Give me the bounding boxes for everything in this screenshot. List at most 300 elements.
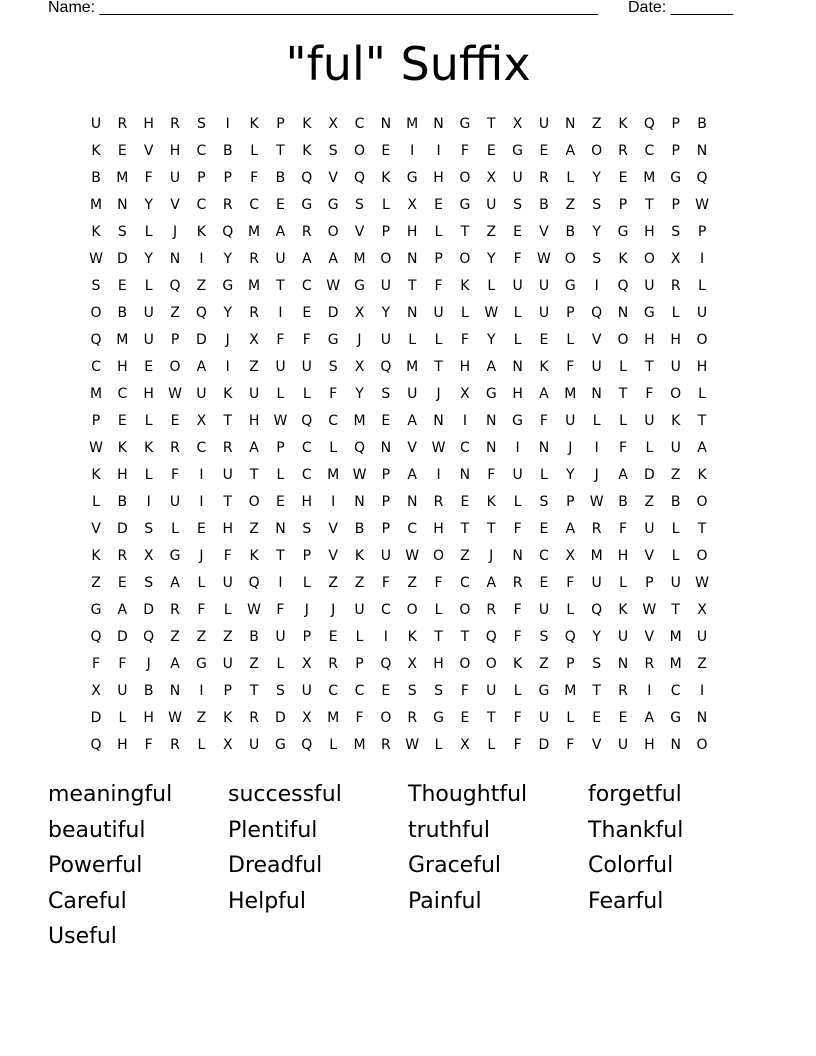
grid-letter: I (146, 494, 151, 510)
grid-letter: Z (170, 305, 180, 321)
grid-letter: R (117, 548, 128, 564)
word-bank-item: Graceful (408, 853, 502, 878)
grid-letter: Q (696, 170, 708, 186)
grid-letter: Y (223, 305, 233, 321)
grid-letter: A (697, 440, 707, 456)
grid-letter: C (380, 602, 391, 618)
grid-letter: G (512, 143, 524, 159)
grid-letter: C (301, 440, 312, 456)
grid-letter: O (459, 251, 471, 267)
grid-letter: Y (486, 332, 496, 348)
grid-letter: L (302, 386, 311, 402)
grid-letter: X (302, 710, 312, 726)
grid-letter: L (487, 737, 496, 753)
grid-letter: R (618, 683, 628, 699)
grid-letter: M (406, 116, 419, 132)
grid-letter: L (566, 170, 575, 186)
grid-letter: H (143, 116, 154, 132)
grid-letter: X (460, 386, 470, 402)
grid-letter: K (407, 629, 417, 645)
grid-letter: C (328, 413, 339, 429)
grid-letter: G (327, 197, 339, 213)
grid-letter: K (249, 116, 259, 132)
grid-letter: K (697, 467, 707, 483)
grid-letter: O (670, 386, 682, 402)
grid-letter: P (276, 116, 285, 132)
grid-letter: V (170, 197, 180, 213)
grid-letter: Z (222, 629, 233, 645)
grid-letter: R (170, 602, 180, 618)
grid-letter: E (328, 629, 338, 645)
grid-letter: Q (380, 359, 392, 375)
word-bank-item: meaningful (48, 782, 173, 807)
grid-letter: O (643, 251, 655, 267)
grid-letter: L (698, 278, 706, 294)
grid-letter: P (671, 143, 680, 159)
grid-letter: P (197, 170, 206, 186)
grid-letter: Z (460, 548, 470, 564)
grid-letter: U (538, 305, 550, 321)
grid-letter: U (591, 359, 602, 375)
grid-letter: K (117, 440, 127, 456)
grid-letter: C (196, 440, 207, 456)
grid-letter: F (91, 656, 101, 672)
grid-letter: K (249, 548, 259, 564)
grid-letter: S (117, 224, 127, 240)
grid-letter: L (355, 629, 364, 645)
grid-letter: J (594, 467, 599, 483)
grid-letter: S (592, 656, 602, 672)
grid-letter: V (328, 521, 338, 537)
grid-letter: O (380, 251, 392, 267)
grid-letter: U (143, 332, 154, 348)
grid-letter: M (89, 197, 103, 213)
grid-letter: P (91, 413, 101, 429)
grid-letter: P (566, 305, 575, 321)
grid-letter: Z (328, 575, 338, 591)
grid-letter: U (486, 683, 497, 699)
grid-letter: Q (301, 170, 313, 186)
grid-letter: G (617, 224, 629, 240)
grid-letter: B (117, 305, 128, 321)
grid-letter: P (170, 332, 180, 348)
grid-letter: L (540, 467, 548, 483)
grid-letter: G (301, 197, 313, 213)
grid-letter: F (460, 683, 469, 699)
grid-letter: L (197, 737, 206, 753)
grid-letter: W (642, 602, 657, 618)
grid-letter: O (696, 548, 708, 564)
grid-letter: W (89, 251, 103, 267)
grid-letter: V (328, 170, 338, 186)
grid-letter: R (644, 656, 655, 672)
grid-letter: P (434, 251, 443, 267)
grid-letter: L (171, 521, 179, 537)
grid-letter: U (644, 413, 655, 429)
grid-letter: T (276, 278, 285, 294)
grid-letter: W (168, 386, 182, 402)
grid-letter: N (433, 116, 444, 132)
grid-letter: N (117, 197, 128, 213)
grid-letter: Y (355, 386, 364, 402)
grid-letter: K (671, 413, 681, 429)
grid-letter: Q (143, 629, 155, 645)
grid-letter: T (460, 629, 470, 645)
grid-letter: A (486, 359, 497, 375)
grid-letter: K (354, 548, 365, 564)
grid-letter: T (645, 197, 654, 213)
grid-letter: D (275, 710, 286, 726)
grid-letter: U (248, 737, 260, 753)
grid-letter: Y (592, 224, 601, 240)
grid-letter: A (170, 575, 180, 591)
grid-letter: E (434, 197, 443, 213)
grid-letter: X (354, 359, 365, 375)
grid-letter: O (696, 737, 708, 753)
grid-letter: Z (407, 575, 417, 591)
grid-letter: Z (486, 224, 497, 240)
grid-letter: F (460, 143, 469, 159)
grid-letter: L (513, 332, 522, 348)
grid-letter: F (566, 575, 575, 591)
grid-letter: P (381, 494, 391, 510)
grid-letter: K (381, 170, 391, 186)
grid-letter: A (486, 575, 497, 591)
grid-letter: C (117, 386, 128, 402)
grid-letter: U (275, 629, 286, 645)
grid-letter: A (618, 467, 628, 483)
grid-letter: O (248, 494, 260, 510)
grid-letter: X (407, 197, 417, 213)
grid-letter: G (327, 332, 339, 348)
grid-letter: J (436, 386, 441, 402)
grid-letter: Y (486, 251, 496, 267)
grid-letter: F (513, 251, 522, 267)
grid-letter: N (538, 440, 550, 456)
grid-letter: X (486, 170, 497, 186)
grid-letter: T (645, 359, 654, 375)
grid-letter: K (91, 143, 101, 159)
grid-letter: L (329, 440, 338, 456)
grid-letter: U (591, 575, 602, 591)
grid-letter: U (380, 332, 391, 348)
grid-letter: I (410, 143, 415, 159)
grid-letter: U (617, 737, 629, 753)
grid-letter: U (433, 305, 444, 321)
grid-letter: X (143, 548, 154, 564)
grid-letter: U (248, 386, 260, 402)
grid-letter: O (591, 143, 603, 159)
grid-letter: Q (195, 305, 207, 321)
grid-letter: R (170, 116, 180, 132)
grid-letter: R (222, 197, 233, 213)
grid-letter: N (696, 143, 708, 159)
grid-letter: Z (591, 116, 602, 132)
grid-letter: S (302, 521, 312, 537)
grid-letter: Y (144, 197, 153, 213)
grid-letter: I (331, 494, 336, 510)
grid-letter: E (381, 143, 391, 159)
grid-letter: Z (249, 521, 259, 537)
grid-letter: I (515, 440, 520, 456)
grid-letter: Y (223, 251, 233, 267)
grid-letter: R (328, 656, 338, 672)
grid-letter: C (196, 143, 207, 159)
grid-letter: E (302, 305, 312, 321)
grid-letter: X (565, 548, 576, 564)
grid-letter: E (170, 413, 180, 429)
grid-letter: N (512, 548, 523, 564)
grid-letter: V (354, 224, 365, 240)
grid-letter: J (331, 602, 336, 618)
grid-letter: R (670, 278, 681, 294)
grid-letter: Q (353, 170, 366, 186)
grid-letter: G (275, 737, 286, 753)
grid-letter: R (222, 440, 233, 456)
grid-letter: I (647, 683, 652, 699)
grid-letter: R (170, 440, 180, 456)
grid-letter: U (169, 170, 181, 186)
grid-letter: E (276, 494, 285, 510)
grid-letter: L (592, 413, 601, 429)
grid-letter: H (117, 359, 128, 375)
grid-letter: Q (617, 278, 629, 294)
grid-letter: T (592, 683, 601, 699)
grid-letter: U (275, 251, 286, 267)
grid-letter: E (460, 494, 470, 510)
grid-letter: W (89, 440, 103, 456)
grid-letter: A (196, 359, 207, 375)
grid-letter: M (353, 251, 366, 267)
grid-letter: T (697, 413, 707, 429)
grid-letter: B (539, 197, 549, 213)
grid-letter: U (538, 116, 550, 132)
grid-letter: R (117, 116, 128, 132)
grid-letter: P (645, 575, 654, 591)
grid-letter: F (645, 386, 654, 402)
grid-letter: X (249, 332, 259, 348)
grid-letter: O (327, 224, 339, 240)
grid-letter: N (617, 656, 629, 672)
grid-letter: M (643, 170, 656, 186)
grid-letter: M (353, 737, 366, 753)
grid-letter: H (696, 359, 708, 375)
grid-letter: J (225, 332, 230, 348)
grid-letter: P (618, 197, 628, 213)
grid-letter: C (354, 683, 365, 699)
grid-letter: L (197, 575, 206, 591)
grid-letter: L (276, 467, 285, 483)
grid-letter: F (276, 602, 285, 618)
page-title: "ful" Suffix (285, 37, 531, 91)
grid-letter: H (617, 548, 629, 564)
grid-letter: S (275, 683, 285, 699)
grid-letter: P (671, 197, 680, 213)
grid-letter: E (539, 332, 549, 348)
grid-letter: O (459, 656, 471, 672)
grid-letter: F (513, 710, 522, 726)
grid-letter: H (512, 386, 523, 402)
grid-letter: L (566, 332, 575, 348)
grid-letter: G (564, 278, 576, 294)
grid-letter: V (539, 224, 549, 240)
grid-letter: L (92, 494, 100, 510)
grid-letter: Q (169, 278, 181, 294)
grid-letter: R (591, 521, 602, 537)
grid-letter: O (433, 548, 445, 564)
grid-letter: T (697, 521, 707, 537)
grid-letter: L (566, 602, 575, 618)
grid-letter: H (169, 143, 181, 159)
grid-letter: U (512, 170, 523, 186)
grid-letter: U (380, 278, 391, 294)
grid-letter: B (618, 494, 628, 510)
grid-letter: S (434, 683, 443, 699)
grid-letter: N (512, 359, 523, 375)
grid-letter: C (644, 143, 655, 159)
grid-letter: O (90, 305, 102, 321)
grid-letter: A (302, 251, 312, 267)
grid-letter: P (381, 467, 391, 483)
grid-letter: I (699, 683, 705, 699)
grid-letter: F (566, 359, 575, 375)
grid-letter: I (199, 467, 204, 483)
grid-letter: I (383, 629, 388, 645)
date-field: Date: _______ (628, 0, 733, 16)
grid-letter: K (618, 251, 628, 267)
grid-letter: L (645, 440, 654, 456)
grid-letter: S (539, 629, 549, 645)
grid-letter: B (143, 683, 154, 699)
grid-letter: Q (643, 116, 655, 132)
grid-letter: G (195, 656, 207, 672)
grid-letter: C (301, 467, 312, 483)
grid-letter: T (223, 413, 233, 429)
grid-letter: N (670, 737, 681, 753)
grid-letter: A (249, 440, 259, 456)
grid-letter: D (90, 710, 102, 726)
grid-letter: A (328, 251, 338, 267)
grid-letter: U (143, 305, 154, 321)
grid-letter: G (512, 413, 524, 429)
grid-letter: Z (565, 197, 576, 213)
grid-letter: C (354, 116, 365, 132)
grid-letter: F (144, 737, 153, 753)
grid-letter: T (618, 386, 628, 402)
grid-letter: L (434, 602, 443, 618)
grid-letter: Z (539, 656, 549, 672)
grid-letter: P (566, 656, 575, 672)
grid-letter: C (301, 278, 312, 294)
grid-letter: R (249, 710, 259, 726)
grid-letter: H (433, 521, 444, 537)
grid-letter: R (301, 224, 312, 240)
grid-letter: B (222, 143, 233, 159)
grid-letter: S (592, 197, 602, 213)
grid-letter: T (276, 143, 285, 159)
grid-letter: S (381, 386, 391, 402)
grid-letter: P (223, 170, 232, 186)
grid-letter: R (512, 575, 523, 591)
grid-letter: N (275, 521, 286, 537)
grid-letter: L (513, 494, 522, 510)
grid-letter: X (670, 251, 681, 267)
grid-letter: G (169, 548, 181, 564)
grid-letter: Z (354, 575, 365, 591)
grid-letter: I (225, 359, 230, 375)
grid-letter: S (144, 521, 154, 537)
grid-letter: D (116, 629, 128, 645)
grid-letter: I (199, 494, 204, 510)
grid-letter: O (564, 251, 576, 267)
grid-letter: H (406, 224, 418, 240)
grid-letter: F (329, 386, 338, 402)
grid-letter: F (487, 467, 496, 483)
grid-letter: L (144, 278, 153, 294)
grid-letter: Q (564, 629, 576, 645)
grid-letter: L (619, 413, 627, 429)
grid-letter: B (91, 170, 101, 186)
grid-letter: L (460, 305, 469, 321)
grid-letter: F (355, 710, 364, 726)
grid-letter: B (117, 494, 128, 510)
grid-letter: G (670, 710, 682, 726)
grid-letter: R (249, 305, 259, 321)
grid-letter: P (381, 521, 391, 537)
grid-letter: L (408, 332, 417, 348)
grid-letter: U (222, 467, 233, 483)
grid-letter: M (327, 710, 340, 726)
word-bank-item: Thankful (588, 817, 684, 843)
grid-letter: O (353, 143, 366, 159)
grid-letter: Z (196, 629, 207, 645)
grid-letter: W (273, 413, 288, 429)
grid-letter: P (223, 683, 232, 699)
grid-letter: U (617, 629, 629, 645)
grid-letter: M (669, 656, 682, 672)
grid-letter: L (250, 143, 258, 159)
grid-letter: Q (248, 575, 260, 591)
grid-letter: I (225, 116, 230, 132)
grid-letter: V (644, 548, 655, 564)
word-bank-item: Plentiful (228, 817, 318, 843)
grid-letter: X (302, 656, 312, 672)
word-bank-item: truthful (408, 817, 490, 843)
grid-letter: K (91, 224, 101, 240)
grid-letter: N (433, 413, 444, 429)
word-bank-item: Dreadful (228, 853, 323, 878)
grid-letter: Z (170, 629, 180, 645)
grid-letter: G (90, 602, 102, 618)
grid-letter: K (91, 548, 101, 564)
grid-letter: K (196, 224, 206, 240)
grid-letter: Z (249, 656, 259, 672)
grid-letter: X (697, 602, 707, 618)
word-bank-item: beautiful (48, 817, 146, 843)
grid-letter: Z (91, 575, 101, 591)
grid-letter: P (381, 224, 391, 240)
grid-letter: H (143, 710, 154, 726)
grid-letter: E (618, 710, 628, 726)
grid-letter: X (196, 413, 207, 429)
grid-letter: F (381, 575, 390, 591)
grid-letter: I (199, 251, 204, 267)
grid-letter: M (89, 386, 103, 402)
grid-letter: Y (566, 467, 575, 483)
grid-letter: X (512, 116, 523, 132)
grid-letter: E (196, 521, 206, 537)
grid-letter: M (248, 278, 261, 294)
